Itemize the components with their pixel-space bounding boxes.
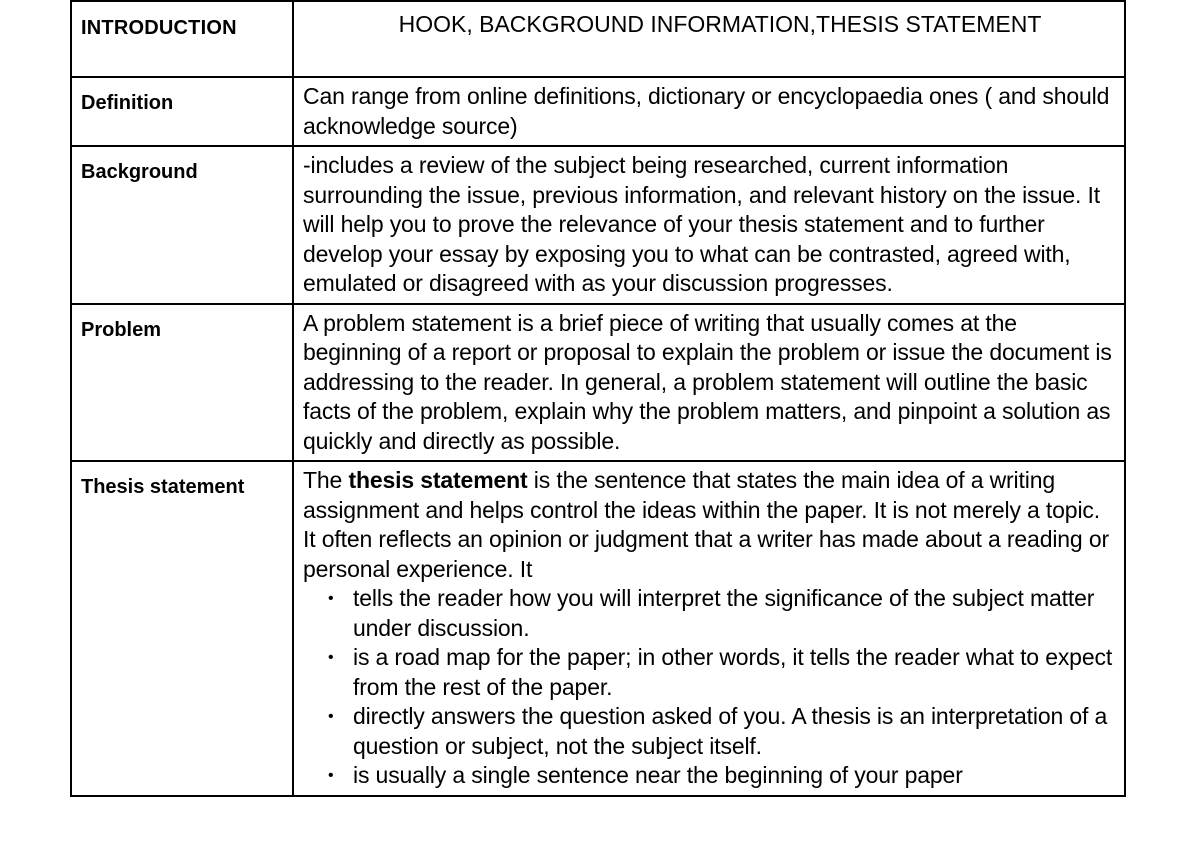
thesis-bullet-list: [303, 584, 1116, 791]
background-text: -includes a review of the subject being researched, current information surrounding the issue, previous information, and relevant history on the issue. It will help you to prove the relevance of your thesis statement and to further develop your essay by exposing you to what can be contrasted, agreed with, emulated or disagreed with as your discussion progresses.: [303, 152, 1100, 296]
problem-label: Problem: [81, 318, 162, 341]
list-item: [328, 643, 1116, 702]
list-item: [328, 761, 1116, 791]
list-item-text: is a road map for the paper; in other words, it tells the reader what to expect from the rest of the paper.: [353, 644, 1113, 700]
bullet-icon: •: [328, 649, 334, 666]
definition-text: Can range from online definitions, dictionary or encyclopaedia ones ( and should acknowledge source): [303, 83, 1110, 139]
thesis-intro-bold: thesis statement: [348, 467, 528, 493]
bullet-icon: •: [328, 708, 334, 725]
table-row-background: [71, 146, 1125, 304]
list-item-text: tells the reader how you will interpret the significance of the subject matter under discussion.: [353, 585, 1095, 641]
row-label-cell: [71, 461, 293, 796]
document-table: [70, 0, 1126, 797]
row-content-cell: [293, 304, 1125, 462]
introduction-label: INTRODUCTION: [81, 17, 237, 39]
list-item: [328, 702, 1116, 761]
list-item-text: is usually a single sentence near the beginning of your paper: [353, 762, 963, 788]
table-row-thesis-statement: [71, 461, 1125, 796]
thesis-intro-before: The: [303, 467, 349, 493]
row-content-cell: [293, 77, 1125, 146]
thesis-label: Thesis statement: [81, 476, 245, 498]
table-row-problem: [71, 304, 1125, 462]
list-item: [328, 584, 1116, 643]
row-label-cell: [71, 1, 293, 77]
row-content-cell: [293, 146, 1125, 304]
row-content-cell: [293, 1, 1125, 77]
bullet-icon: •: [328, 590, 334, 607]
bullet-icon: •: [328, 767, 334, 784]
list-item-text: directly answers the question asked of you. A thesis is an interpretation of a question or subject, not the subject itself.: [353, 703, 1108, 759]
table-row-introduction: [71, 1, 1125, 77]
problem-text: A problem statement is a brief piece of writing that usually comes at the beginning of a report or proposal to explain the problem or issue the document is addressing to the reader. In general, a problem statement will outline the basic facts of the problem, explain why the problem matters, and pinpoint a solution as quickly and directly as possible.: [303, 309, 1112, 454]
row-content-cell: [293, 461, 1125, 796]
background-label: Background: [81, 161, 198, 183]
thesis-text: [294, 462, 1124, 795]
row-label-cell: [71, 146, 293, 304]
table-row-definition: [71, 77, 1125, 146]
introduction-heading: HOOK, BACKGROUND INFORMATION,THESIS STATEMENT: [398, 11, 1042, 37]
thesis-intro-after: is the sentence that states the main idea of a writing assignment and helps control the ideas within the paper. It is not merely a topic. It often reflects an opinion or judgment that a writer has made about a reading or personal experience. It: [303, 467, 1109, 582]
definition-label: Definition: [81, 92, 174, 114]
row-label-cell: [71, 77, 293, 146]
row-label-cell: [71, 304, 293, 462]
